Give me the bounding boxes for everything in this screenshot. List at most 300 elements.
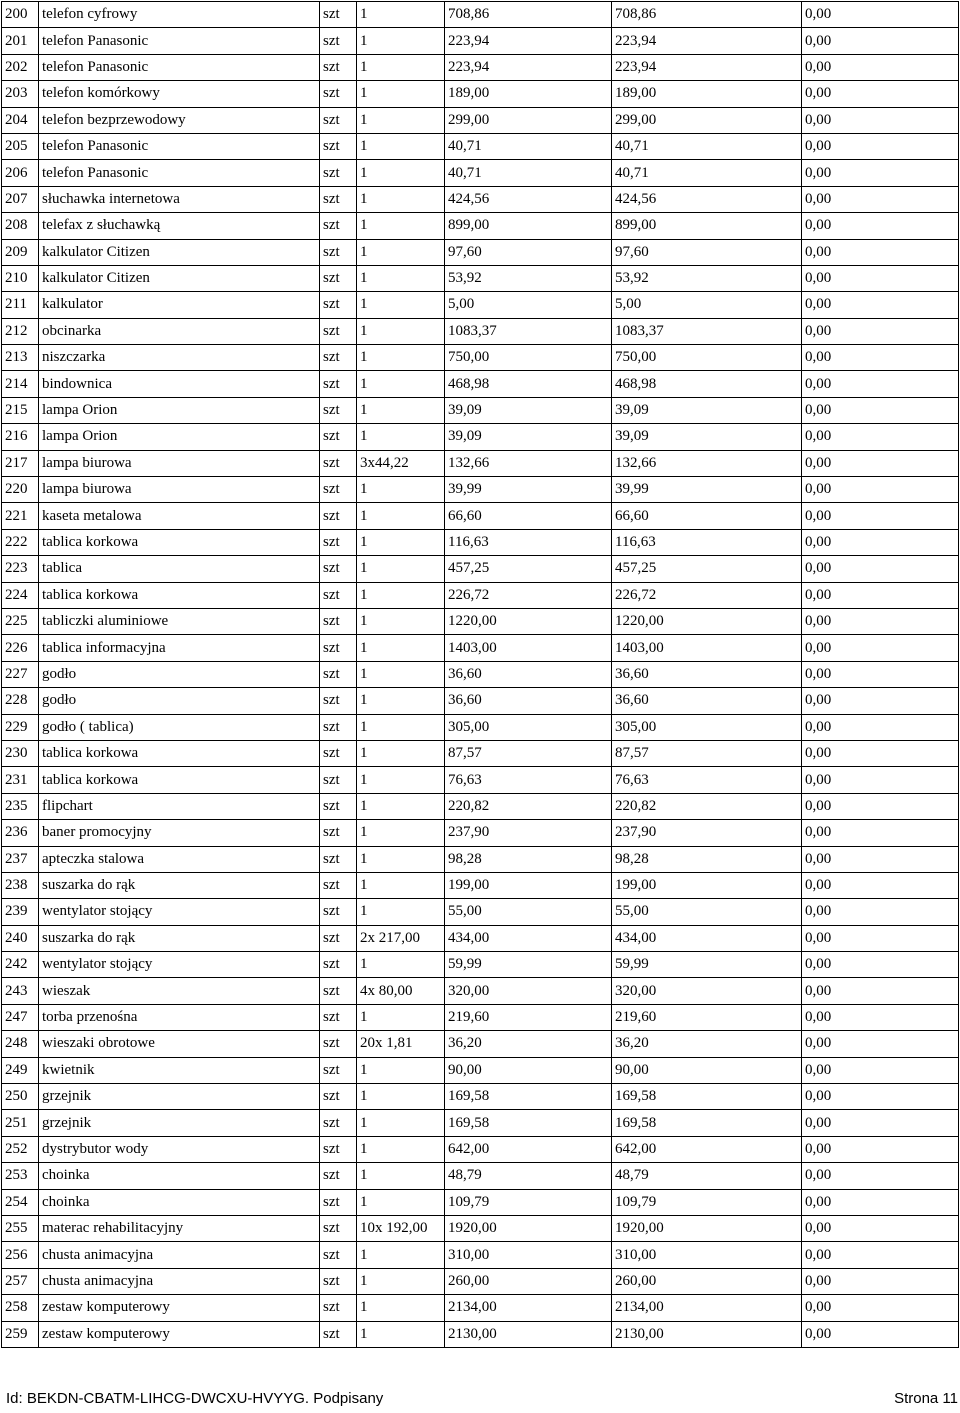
table-row bbox=[2, 186, 959, 212]
cell-quantity: 1 bbox=[357, 529, 445, 555]
cell-remaining-value: 0,00 bbox=[802, 213, 959, 239]
cell-remaining-value: 0,00 bbox=[802, 133, 959, 159]
cell-unit-price: 219,60 bbox=[445, 1004, 612, 1030]
cell-unit: szt bbox=[320, 477, 357, 503]
cell-remaining-value: 0,00 bbox=[802, 582, 959, 608]
cell-unit: szt bbox=[320, 133, 357, 159]
inventory-table-body bbox=[2, 2, 959, 1348]
cell-remaining-value: 0,00 bbox=[802, 767, 959, 793]
cell-remaining-value: 0,00 bbox=[802, 872, 959, 898]
cell-value: 76,63 bbox=[612, 767, 802, 793]
cell-unit: szt bbox=[320, 1242, 357, 1268]
cell-row-number: 230 bbox=[2, 740, 39, 766]
cell-unit-price: 223,94 bbox=[445, 28, 612, 54]
cell-remaining-value: 0,00 bbox=[802, 477, 959, 503]
cell-quantity: 1 bbox=[357, 1189, 445, 1215]
cell-unit: szt bbox=[320, 450, 357, 476]
cell-unit: szt bbox=[320, 160, 357, 186]
cell-unit: szt bbox=[320, 239, 357, 265]
cell-row-number: 243 bbox=[2, 978, 39, 1004]
cell-remaining-value: 0,00 bbox=[802, 661, 959, 687]
cell-quantity: 1 bbox=[357, 81, 445, 107]
cell-item-name: grzejnik bbox=[39, 1110, 320, 1136]
cell-item-name: wieszaki obrotowe bbox=[39, 1031, 320, 1057]
cell-unit-price: 76,63 bbox=[445, 767, 612, 793]
cell-unit: szt bbox=[320, 1057, 357, 1083]
cell-unit: szt bbox=[320, 318, 357, 344]
cell-row-number: 210 bbox=[2, 265, 39, 291]
cell-unit: szt bbox=[320, 1295, 357, 1321]
cell-unit: szt bbox=[320, 925, 357, 951]
table-row bbox=[2, 1084, 959, 1110]
cell-remaining-value: 0,00 bbox=[802, 186, 959, 212]
table-row bbox=[2, 213, 959, 239]
cell-item-name: telefax z słuchawką bbox=[39, 213, 320, 239]
cell-quantity: 1 bbox=[357, 477, 445, 503]
cell-quantity: 3x44,22 bbox=[357, 450, 445, 476]
cell-unit-price: 5,00 bbox=[445, 292, 612, 318]
cell-unit: szt bbox=[320, 793, 357, 819]
cell-item-name: zestaw komputerowy bbox=[39, 1321, 320, 1347]
cell-value: 199,00 bbox=[612, 872, 802, 898]
cell-remaining-value: 0,00 bbox=[802, 1004, 959, 1030]
cell-item-name: godło bbox=[39, 688, 320, 714]
cell-row-number: 221 bbox=[2, 503, 39, 529]
cell-quantity: 10x 192,00 bbox=[357, 1215, 445, 1241]
cell-remaining-value: 0,00 bbox=[802, 714, 959, 740]
table-row bbox=[2, 767, 959, 793]
cell-row-number: 248 bbox=[2, 1031, 39, 1057]
cell-remaining-value: 0,00 bbox=[802, 345, 959, 371]
cell-unit-price: 299,00 bbox=[445, 107, 612, 133]
table-row bbox=[2, 793, 959, 819]
cell-value: 434,00 bbox=[612, 925, 802, 951]
cell-value: 98,28 bbox=[612, 846, 802, 872]
cell-value: 87,57 bbox=[612, 740, 802, 766]
table-row bbox=[2, 1215, 959, 1241]
cell-unit-price: 1920,00 bbox=[445, 1215, 612, 1241]
cell-remaining-value: 0,00 bbox=[802, 1031, 959, 1057]
cell-remaining-value: 0,00 bbox=[802, 239, 959, 265]
cell-remaining-value: 0,00 bbox=[802, 107, 959, 133]
table-row bbox=[2, 265, 959, 291]
cell-unit-price: 40,71 bbox=[445, 160, 612, 186]
cell-quantity: 1 bbox=[357, 133, 445, 159]
cell-item-name: chusta animacyjna bbox=[39, 1268, 320, 1294]
cell-unit: szt bbox=[320, 978, 357, 1004]
cell-remaining-value: 0,00 bbox=[802, 424, 959, 450]
cell-remaining-value: 0,00 bbox=[802, 503, 959, 529]
cell-remaining-value: 0,00 bbox=[802, 1110, 959, 1136]
cell-quantity: 1 bbox=[357, 872, 445, 898]
table-row bbox=[2, 1242, 959, 1268]
table-row bbox=[2, 1321, 959, 1347]
cell-unit-price: 310,00 bbox=[445, 1242, 612, 1268]
cell-row-number: 203 bbox=[2, 81, 39, 107]
cell-item-name: telefon komórkowy bbox=[39, 81, 320, 107]
cell-quantity: 1 bbox=[357, 556, 445, 582]
cell-unit: szt bbox=[320, 1031, 357, 1057]
cell-quantity: 1 bbox=[357, 635, 445, 661]
table-row bbox=[2, 661, 959, 687]
cell-item-name: apteczka stalowa bbox=[39, 846, 320, 872]
cell-quantity: 1 bbox=[357, 239, 445, 265]
cell-remaining-value: 0,00 bbox=[802, 1215, 959, 1241]
cell-unit: szt bbox=[320, 582, 357, 608]
table-row bbox=[2, 688, 959, 714]
cell-row-number: 249 bbox=[2, 1057, 39, 1083]
cell-value: 708,86 bbox=[612, 2, 802, 28]
cell-unit: szt bbox=[320, 213, 357, 239]
cell-unit-price: 53,92 bbox=[445, 265, 612, 291]
cell-remaining-value: 0,00 bbox=[802, 688, 959, 714]
cell-value: 132,66 bbox=[612, 450, 802, 476]
cell-unit-price: 899,00 bbox=[445, 213, 612, 239]
cell-quantity: 4x 80,00 bbox=[357, 978, 445, 1004]
table-row bbox=[2, 872, 959, 898]
cell-unit-price: 39,09 bbox=[445, 397, 612, 423]
page-number: Strona 11 bbox=[894, 1390, 958, 1407]
cell-row-number: 223 bbox=[2, 556, 39, 582]
cell-row-number: 255 bbox=[2, 1215, 39, 1241]
cell-item-name: tablica korkowa bbox=[39, 767, 320, 793]
cell-value: 39,09 bbox=[612, 397, 802, 423]
cell-unit-price: 199,00 bbox=[445, 872, 612, 898]
cell-value: 59,99 bbox=[612, 952, 802, 978]
cell-unit-price: 109,79 bbox=[445, 1189, 612, 1215]
cell-unit: szt bbox=[320, 529, 357, 555]
cell-unit: szt bbox=[320, 846, 357, 872]
table-row bbox=[2, 239, 959, 265]
cell-unit: szt bbox=[320, 740, 357, 766]
cell-remaining-value: 0,00 bbox=[802, 292, 959, 318]
table-row bbox=[2, 1189, 959, 1215]
cell-remaining-value: 0,00 bbox=[802, 265, 959, 291]
cell-item-name: lampa Orion bbox=[39, 424, 320, 450]
cell-quantity: 1 bbox=[357, 846, 445, 872]
cell-remaining-value: 0,00 bbox=[802, 371, 959, 397]
table-row bbox=[2, 1136, 959, 1162]
cell-value: 116,63 bbox=[612, 529, 802, 555]
cell-unit-price: 708,86 bbox=[445, 2, 612, 28]
cell-quantity: 1 bbox=[357, 1057, 445, 1083]
cell-remaining-value: 0,00 bbox=[802, 635, 959, 661]
table-row bbox=[2, 556, 959, 582]
cell-unit: szt bbox=[320, 1136, 357, 1162]
cell-value: 36,60 bbox=[612, 688, 802, 714]
cell-item-name: obcinarka bbox=[39, 318, 320, 344]
cell-row-number: 211 bbox=[2, 292, 39, 318]
cell-row-number: 201 bbox=[2, 28, 39, 54]
cell-unit: szt bbox=[320, 28, 357, 54]
cell-value: 1083,37 bbox=[612, 318, 802, 344]
cell-quantity: 1 bbox=[357, 688, 445, 714]
cell-unit: szt bbox=[320, 1215, 357, 1241]
cell-remaining-value: 0,00 bbox=[802, 1189, 959, 1215]
cell-quantity: 1 bbox=[357, 608, 445, 634]
cell-item-name: dystrybutor wody bbox=[39, 1136, 320, 1162]
cell-remaining-value: 0,00 bbox=[802, 1268, 959, 1294]
cell-unit: szt bbox=[320, 872, 357, 898]
cell-remaining-value: 0,00 bbox=[802, 160, 959, 186]
cell-item-name: materac rehabilitacyjny bbox=[39, 1215, 320, 1241]
cell-unit-price: 189,00 bbox=[445, 81, 612, 107]
cell-unit-price: 169,58 bbox=[445, 1110, 612, 1136]
cell-value: 109,79 bbox=[612, 1189, 802, 1215]
cell-row-number: 247 bbox=[2, 1004, 39, 1030]
cell-unit: szt bbox=[320, 635, 357, 661]
cell-item-name: wentylator stojący bbox=[39, 952, 320, 978]
cell-unit-price: 468,98 bbox=[445, 371, 612, 397]
cell-quantity: 1 bbox=[357, 820, 445, 846]
cell-unit-price: 260,00 bbox=[445, 1268, 612, 1294]
cell-row-number: 227 bbox=[2, 661, 39, 687]
table-row bbox=[2, 81, 959, 107]
cell-item-name: grzejnik bbox=[39, 1084, 320, 1110]
cell-quantity: 1 bbox=[357, 371, 445, 397]
cell-row-number: 235 bbox=[2, 793, 39, 819]
cell-unit-price: 320,00 bbox=[445, 978, 612, 1004]
table-row bbox=[2, 820, 959, 846]
cell-item-name: tablica korkowa bbox=[39, 529, 320, 555]
cell-unit: szt bbox=[320, 1163, 357, 1189]
cell-value: 305,00 bbox=[612, 714, 802, 740]
cell-value: 36,20 bbox=[612, 1031, 802, 1057]
cell-value: 457,25 bbox=[612, 556, 802, 582]
table-row bbox=[2, 608, 959, 634]
cell-item-name: choinka bbox=[39, 1163, 320, 1189]
cell-quantity: 1 bbox=[357, 1110, 445, 1136]
cell-row-number: 240 bbox=[2, 925, 39, 951]
cell-unit: szt bbox=[320, 661, 357, 687]
cell-value: 223,94 bbox=[612, 28, 802, 54]
table-row bbox=[2, 345, 959, 371]
cell-value: 36,60 bbox=[612, 661, 802, 687]
cell-value: 899,00 bbox=[612, 213, 802, 239]
cell-row-number: 251 bbox=[2, 1110, 39, 1136]
table-row bbox=[2, 397, 959, 423]
cell-value: 90,00 bbox=[612, 1057, 802, 1083]
cell-item-name: torba przenośna bbox=[39, 1004, 320, 1030]
cell-unit-price: 48,79 bbox=[445, 1163, 612, 1189]
cell-row-number: 217 bbox=[2, 450, 39, 476]
cell-unit: szt bbox=[320, 1084, 357, 1110]
cell-quantity: 1 bbox=[357, 1084, 445, 1110]
cell-unit: szt bbox=[320, 714, 357, 740]
cell-unit-price: 39,99 bbox=[445, 477, 612, 503]
cell-remaining-value: 0,00 bbox=[802, 978, 959, 1004]
cell-quantity: 1 bbox=[357, 793, 445, 819]
cell-value: 169,58 bbox=[612, 1110, 802, 1136]
cell-unit: szt bbox=[320, 1189, 357, 1215]
cell-quantity: 1 bbox=[357, 397, 445, 423]
cell-value: 1403,00 bbox=[612, 635, 802, 661]
cell-row-number: 216 bbox=[2, 424, 39, 450]
cell-quantity: 1 bbox=[357, 899, 445, 925]
cell-row-number: 239 bbox=[2, 899, 39, 925]
cell-value: 53,92 bbox=[612, 265, 802, 291]
cell-unit: szt bbox=[320, 345, 357, 371]
cell-value: 299,00 bbox=[612, 107, 802, 133]
cell-item-name: telefon cyfrowy bbox=[39, 2, 320, 28]
cell-item-name: telefon Panasonic bbox=[39, 133, 320, 159]
cell-remaining-value: 0,00 bbox=[802, 1136, 959, 1162]
table-row bbox=[2, 582, 959, 608]
cell-remaining-value: 0,00 bbox=[802, 740, 959, 766]
cell-row-number: 254 bbox=[2, 1189, 39, 1215]
cell-value: 189,00 bbox=[612, 81, 802, 107]
cell-quantity: 20x 1,81 bbox=[357, 1031, 445, 1057]
cell-value: 424,56 bbox=[612, 186, 802, 212]
cell-item-name: kalkulator bbox=[39, 292, 320, 318]
cell-quantity: 1 bbox=[357, 213, 445, 239]
cell-remaining-value: 0,00 bbox=[802, 556, 959, 582]
cell-unit-price: 457,25 bbox=[445, 556, 612, 582]
cell-quantity: 1 bbox=[357, 265, 445, 291]
table-row bbox=[2, 925, 959, 951]
cell-remaining-value: 0,00 bbox=[802, 925, 959, 951]
cell-unit: szt bbox=[320, 556, 357, 582]
cell-unit-price: 90,00 bbox=[445, 1057, 612, 1083]
cell-quantity: 1 bbox=[357, 582, 445, 608]
cell-quantity: 1 bbox=[357, 1268, 445, 1294]
table-row bbox=[2, 318, 959, 344]
inventory-table bbox=[1, 1, 959, 1348]
cell-remaining-value: 0,00 bbox=[802, 1163, 959, 1189]
cell-remaining-value: 0,00 bbox=[802, 397, 959, 423]
cell-unit: szt bbox=[320, 265, 357, 291]
cell-remaining-value: 0,00 bbox=[802, 81, 959, 107]
cell-row-number: 206 bbox=[2, 160, 39, 186]
cell-remaining-value: 0,00 bbox=[802, 820, 959, 846]
cell-value: 2130,00 bbox=[612, 1321, 802, 1347]
cell-item-name: kaseta metalowa bbox=[39, 503, 320, 529]
cell-unit-price: 39,09 bbox=[445, 424, 612, 450]
cell-row-number: 252 bbox=[2, 1136, 39, 1162]
table-row bbox=[2, 450, 959, 476]
cell-quantity: 1 bbox=[357, 714, 445, 740]
document-id: Id: BEKDN-CBATM-LIHCG-DWCXU-HVYYG. Podpisany bbox=[6, 1390, 384, 1407]
cell-row-number: 229 bbox=[2, 714, 39, 740]
cell-remaining-value: 0,00 bbox=[802, 899, 959, 925]
cell-value: 1920,00 bbox=[612, 1215, 802, 1241]
table-row bbox=[2, 529, 959, 555]
cell-row-number: 226 bbox=[2, 635, 39, 661]
cell-item-name: tablica korkowa bbox=[39, 582, 320, 608]
cell-unit-price: 2134,00 bbox=[445, 1295, 612, 1321]
table-row bbox=[2, 1031, 959, 1057]
table-row bbox=[2, 978, 959, 1004]
table-row bbox=[2, 1110, 959, 1136]
cell-quantity: 1 bbox=[357, 1163, 445, 1189]
cell-quantity: 1 bbox=[357, 1295, 445, 1321]
cell-unit: szt bbox=[320, 820, 357, 846]
cell-item-name: telefon Panasonic bbox=[39, 160, 320, 186]
cell-quantity: 1 bbox=[357, 28, 445, 54]
cell-unit-price: 220,82 bbox=[445, 793, 612, 819]
cell-value: 220,82 bbox=[612, 793, 802, 819]
cell-row-number: 204 bbox=[2, 107, 39, 133]
cell-quantity: 2x 217,00 bbox=[357, 925, 445, 951]
table-row bbox=[2, 1295, 959, 1321]
cell-remaining-value: 0,00 bbox=[802, 318, 959, 344]
cell-quantity: 1 bbox=[357, 186, 445, 212]
cell-quantity: 1 bbox=[357, 424, 445, 450]
cell-remaining-value: 0,00 bbox=[802, 450, 959, 476]
cell-value: 260,00 bbox=[612, 1268, 802, 1294]
cell-row-number: 215 bbox=[2, 397, 39, 423]
cell-item-name: tabliczki aluminiowe bbox=[39, 608, 320, 634]
cell-remaining-value: 0,00 bbox=[802, 2, 959, 28]
cell-row-number: 207 bbox=[2, 186, 39, 212]
cell-unit: szt bbox=[320, 1321, 357, 1347]
cell-row-number: 236 bbox=[2, 820, 39, 846]
cell-unit: szt bbox=[320, 608, 357, 634]
cell-item-name: kwietnik bbox=[39, 1057, 320, 1083]
cell-row-number: 220 bbox=[2, 477, 39, 503]
cell-item-name: telefon bezprzewodowy bbox=[39, 107, 320, 133]
cell-row-number: 205 bbox=[2, 133, 39, 159]
cell-quantity: 1 bbox=[357, 318, 445, 344]
cell-value: 39,09 bbox=[612, 424, 802, 450]
cell-unit-price: 424,56 bbox=[445, 186, 612, 212]
table-row bbox=[2, 899, 959, 925]
cell-row-number: 200 bbox=[2, 2, 39, 28]
cell-unit-price: 2130,00 bbox=[445, 1321, 612, 1347]
table-row bbox=[2, 160, 959, 186]
cell-quantity: 1 bbox=[357, 1242, 445, 1268]
cell-row-number: 259 bbox=[2, 1321, 39, 1347]
table-row bbox=[2, 133, 959, 159]
cell-item-name: godło ( tablica) bbox=[39, 714, 320, 740]
cell-unit: szt bbox=[320, 952, 357, 978]
cell-quantity: 1 bbox=[357, 740, 445, 766]
cell-value: 55,00 bbox=[612, 899, 802, 925]
cell-unit-price: 169,58 bbox=[445, 1084, 612, 1110]
cell-value: 750,00 bbox=[612, 345, 802, 371]
cell-unit: szt bbox=[320, 397, 357, 423]
cell-item-name: suszarka do rąk bbox=[39, 925, 320, 951]
cell-unit-price: 36,20 bbox=[445, 1031, 612, 1057]
table-row bbox=[2, 424, 959, 450]
cell-quantity: 1 bbox=[357, 503, 445, 529]
cell-row-number: 256 bbox=[2, 1242, 39, 1268]
cell-unit-price: 66,60 bbox=[445, 503, 612, 529]
cell-item-name: niszczarka bbox=[39, 345, 320, 371]
cell-unit-price: 59,99 bbox=[445, 952, 612, 978]
cell-item-name: bindownica bbox=[39, 371, 320, 397]
cell-row-number: 238 bbox=[2, 872, 39, 898]
table-row bbox=[2, 714, 959, 740]
cell-value: 320,00 bbox=[612, 978, 802, 1004]
cell-row-number: 250 bbox=[2, 1084, 39, 1110]
cell-item-name: lampa Orion bbox=[39, 397, 320, 423]
cell-value: 1220,00 bbox=[612, 608, 802, 634]
cell-remaining-value: 0,00 bbox=[802, 793, 959, 819]
table-row bbox=[2, 107, 959, 133]
cell-row-number: 214 bbox=[2, 371, 39, 397]
cell-item-name: choinka bbox=[39, 1189, 320, 1215]
table-row bbox=[2, 846, 959, 872]
table-row bbox=[2, 292, 959, 318]
cell-row-number: 213 bbox=[2, 345, 39, 371]
cell-unit-price: 36,60 bbox=[445, 688, 612, 714]
cell-item-name: suszarka do rąk bbox=[39, 872, 320, 898]
cell-quantity: 1 bbox=[357, 767, 445, 793]
cell-unit-price: 237,90 bbox=[445, 820, 612, 846]
cell-quantity: 1 bbox=[357, 160, 445, 186]
cell-unit-price: 1083,37 bbox=[445, 318, 612, 344]
